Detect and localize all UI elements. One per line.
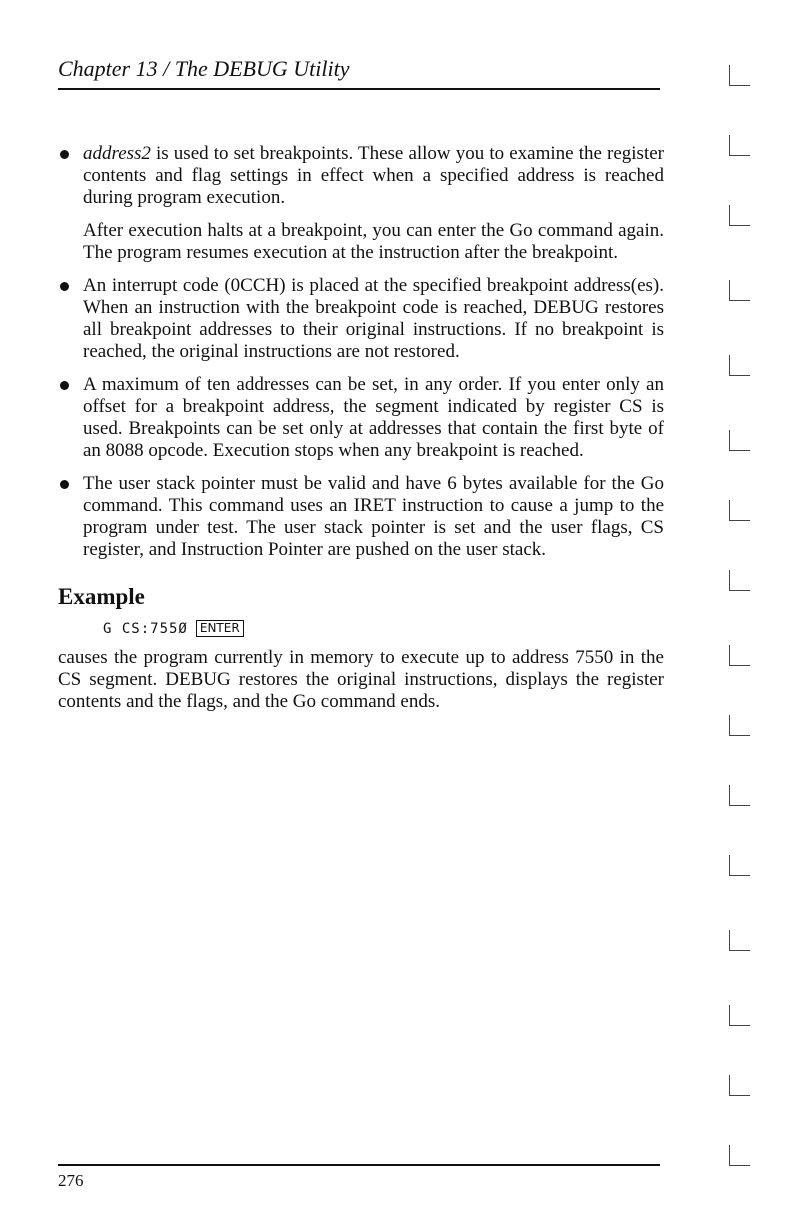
bullet-text: is used to set breakpoints. These allow you to examine the register contents and flag settings in effect when a specified address is reached during program execution. bbox=[83, 143, 664, 208]
binding-mark-icon bbox=[729, 715, 750, 736]
footer-divider bbox=[58, 1164, 660, 1166]
page-number: 276 bbox=[58, 1171, 84, 1190]
binding-mark-icon bbox=[729, 205, 750, 226]
bullet-dot-icon bbox=[60, 150, 69, 159]
binding-mark-icon bbox=[729, 1145, 750, 1166]
example-description: causes the program currently in memory to execute up to address 7550 in the CS segment. DEBUG restores the original instructions, displays the register contents and the flags, and the Go command ends. bbox=[58, 647, 664, 712]
binding-mark-icon bbox=[729, 855, 750, 876]
bullet-dot-icon bbox=[60, 480, 69, 489]
binding-mark-icon bbox=[729, 645, 750, 666]
bullet-item-interrupt-code bbox=[58, 275, 664, 363]
example-command: G CS:755Ø bbox=[103, 621, 188, 637]
term-address2: address2 bbox=[83, 143, 151, 164]
bullet-paragraph bbox=[83, 143, 664, 209]
binding-mark-icon bbox=[729, 570, 750, 591]
example-heading: Example bbox=[58, 584, 145, 609]
bullet-text: The user stack pointer must be valid and have 6 bytes available for the Go command. This command uses an IRET instruction to cause a jump to the program under test. The user stack pointer is set and the user flags, CS register, and Instruction Pointer are pushed on the user stack. bbox=[83, 473, 664, 560]
enter-key-icon: ENTER bbox=[196, 620, 244, 637]
bullet-text: A maximum of ten addresses can be set, in any order. If you enter only an offset for a breakpoint address, the segment indicated by register CS is used. Breakpoints can be set only at addresses that contain the first byte of an 8088 opcode. Execution stops when any breakpoint is reached. bbox=[83, 374, 664, 461]
bullet-dot-icon bbox=[60, 381, 69, 390]
binding-mark-icon bbox=[729, 785, 750, 806]
binding-mark-icon bbox=[729, 65, 750, 86]
binding-mark-icon bbox=[729, 135, 750, 156]
binding-mark-icon bbox=[729, 1075, 750, 1096]
page-body bbox=[58, 143, 664, 713]
bullet-continuation: After execution halts at a breakpoint, you can enter the Go command again. The program resumes execution at the instruction after the breakpoint. bbox=[83, 220, 664, 263]
bullet-dot-icon bbox=[60, 282, 69, 291]
bullet-item-stack-pointer bbox=[58, 473, 664, 561]
binding-mark-icon bbox=[729, 280, 750, 301]
binding-edge-marks bbox=[725, 60, 765, 1180]
bullet-item-maximum-addresses bbox=[58, 374, 664, 462]
binding-mark-icon bbox=[729, 930, 750, 951]
page-header-title: Chapter 13 / The DEBUG Utility bbox=[58, 56, 350, 81]
header-divider bbox=[58, 88, 660, 90]
bullet-text: An interrupt code (0CCH) is placed at the specified breakpoint address(es). When an instruction with the breakpoint code is reached, DEBUG restores all breakpoint addresses to their original instructions. If no breakpoint is reached, the original instructions are not restored. bbox=[83, 275, 664, 362]
binding-mark-icon bbox=[729, 1005, 750, 1026]
binding-mark-icon bbox=[729, 500, 750, 521]
binding-mark-icon bbox=[729, 430, 750, 451]
binding-mark-icon bbox=[729, 355, 750, 376]
bullet-item-address2 bbox=[58, 143, 664, 264]
example-command-line bbox=[103, 617, 664, 641]
